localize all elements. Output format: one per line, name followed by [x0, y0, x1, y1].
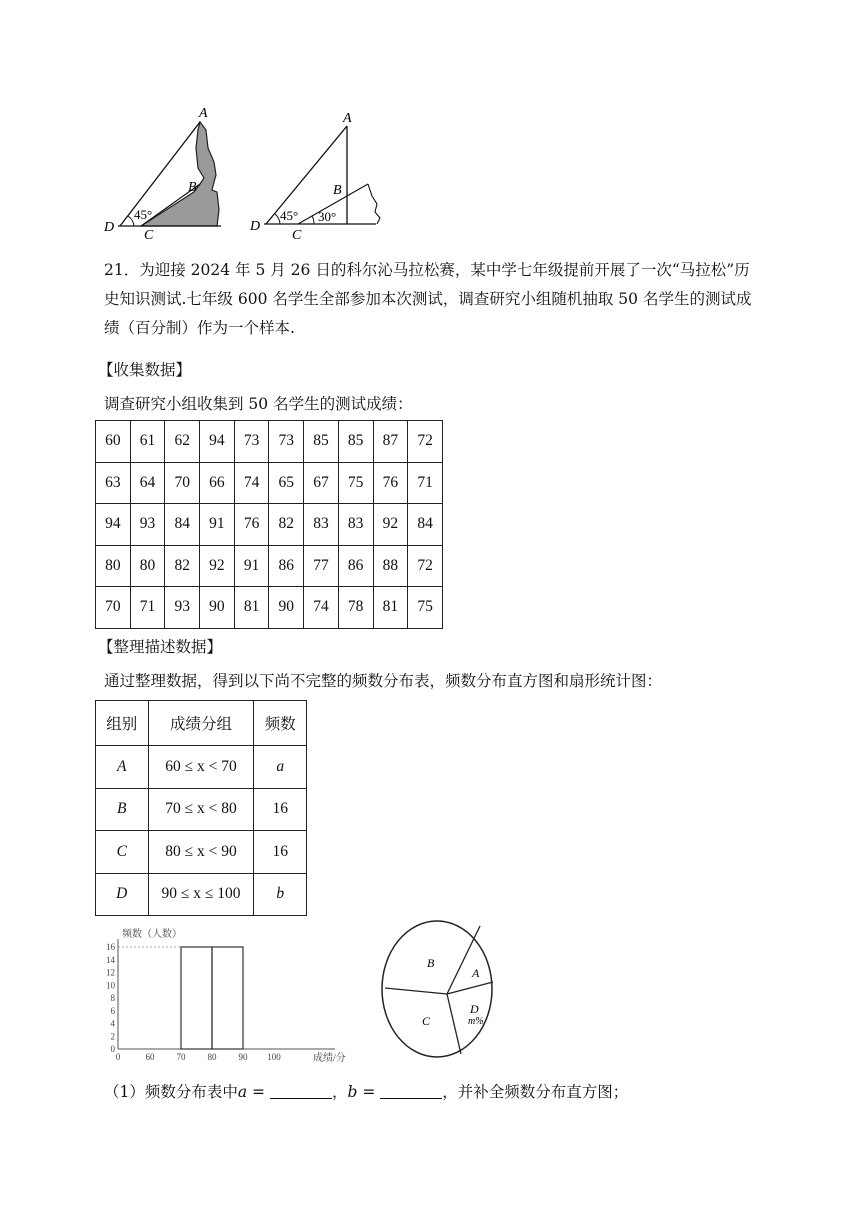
label-B: B — [333, 183, 342, 198]
score-cell: 75 — [408, 587, 443, 629]
score-cell: 73 — [234, 421, 269, 463]
score-cell: 81 — [373, 587, 408, 629]
score-cell: 61 — [130, 421, 165, 463]
score-cell: 83 — [338, 504, 373, 546]
freq-row — [96, 831, 307, 874]
y-tick-label: 4 — [110, 1018, 115, 1029]
scores-row — [96, 462, 443, 504]
score-cell: 63 — [96, 462, 131, 504]
pie-label-B: B — [427, 956, 435, 970]
freq-row — [96, 788, 307, 831]
score-cell: 72 — [408, 421, 443, 463]
scores-row — [96, 545, 443, 587]
histogram-chart — [100, 925, 370, 1065]
score-cell: 93 — [165, 587, 200, 629]
score-cell: 75 — [338, 462, 373, 504]
x-tick-label: 60 — [145, 1052, 155, 1062]
header-count: 频数 — [254, 701, 307, 746]
score-cell: 92 — [373, 504, 408, 546]
section-organize: 【整理描述数据】 — [98, 638, 223, 656]
answer-blank-a[interactable] — [270, 1083, 332, 1099]
score-cell: 87 — [373, 421, 408, 463]
pie-chart — [380, 918, 500, 1060]
score-cell: 90 — [269, 587, 304, 629]
freq-group-cell: C — [96, 831, 149, 874]
freq-row — [96, 746, 307, 789]
score-cell: 91 — [234, 545, 269, 587]
score-cell: 73 — [269, 421, 304, 463]
score-cell: 78 — [338, 587, 373, 629]
score-cell: 82 — [269, 504, 304, 546]
x-tick-label: 0 — [115, 1052, 121, 1062]
frequency-table — [95, 700, 307, 916]
freq-range-cell: 70 ≤ x < 80 — [148, 788, 254, 831]
scores-row — [96, 504, 443, 546]
score-cell: 71 — [408, 462, 443, 504]
label-A: A — [199, 106, 208, 121]
score-cell: 67 — [304, 462, 339, 504]
sub1-suffix: ，并补全频数分布直方图； — [442, 1083, 629, 1101]
organize-text: 通过整理数据，得到以下尚不完整的频数分布表，频数分布直方图和扇形统计图： — [104, 672, 663, 690]
x-tick-label: 90 — [238, 1052, 248, 1062]
score-cell: 74 — [234, 462, 269, 504]
score-cell: 70 — [165, 462, 200, 504]
collect-text: 调查研究小组收集到 50 名学生的测试成绩： — [104, 395, 413, 413]
scores-row — [96, 587, 443, 629]
score-cell: 62 — [165, 421, 200, 463]
y-axis-label: 频数（人数） — [122, 929, 182, 940]
score-cell: 80 — [96, 545, 131, 587]
label-D: D — [250, 219, 261, 234]
score-cell: 83 — [304, 504, 339, 546]
sub-question-1 — [104, 1080, 628, 1102]
equals-a: = — [247, 1083, 270, 1101]
label-C: C — [144, 228, 154, 242]
x-tick-label: 80 — [207, 1052, 217, 1062]
freq-group-cell: D — [96, 873, 149, 916]
score-cell: 72 — [408, 545, 443, 587]
score-cell: 80 — [130, 545, 165, 587]
scores-row — [96, 421, 443, 463]
score-cell: 93 — [130, 504, 165, 546]
freq-count-cell: a — [254, 746, 307, 789]
y-tick-label: 2 — [110, 1031, 115, 1042]
freq-range-cell: 80 ≤ x < 90 — [148, 831, 254, 874]
separator: ， — [331, 1083, 348, 1101]
freq-row — [96, 873, 307, 916]
cliff-shape — [141, 122, 219, 226]
score-cell: 74 — [304, 587, 339, 629]
y-tick-label: 16 — [106, 942, 115, 952]
score-cell: 84 — [408, 504, 443, 546]
label-A: A — [343, 111, 352, 126]
score-cell: 90 — [200, 587, 235, 629]
freq-count-cell: b — [254, 873, 307, 916]
score-cell: 84 — [165, 504, 200, 546]
question-text: 为迎接 2024 年 5 月 26 日的科尔沁马拉松赛，某中学七年级提前开展了一次“马拉松”历史知识测试.七年级 600 名学生全部参加本次测试，调查研究小组随机抽取 50 名学生的测试成绩（百分制）作为一个样本. — [104, 261, 752, 337]
score-cell: 88 — [373, 545, 408, 587]
var-b: b — [347, 1083, 358, 1101]
score-cell: 91 — [200, 504, 235, 546]
score-cell: 85 — [338, 421, 373, 463]
score-cell: 60 — [96, 421, 131, 463]
score-cell: 86 — [338, 545, 373, 587]
pie-label-A: A — [472, 966, 480, 980]
angle-label: 45° — [134, 207, 153, 222]
score-cell: 70 — [96, 587, 131, 629]
score-cell: 86 — [269, 545, 304, 587]
triangle-figure-2 — [246, 108, 396, 244]
triangle-figure-1 — [96, 100, 236, 242]
score-cell: 92 — [200, 545, 235, 587]
freq-group-cell: B — [96, 788, 149, 831]
y-tick-label: 10 — [106, 980, 115, 991]
score-cell: 76 — [373, 462, 408, 504]
y-tick-label: 6 — [110, 1005, 115, 1016]
pie-label-D: D — [470, 1002, 479, 1016]
header-range: 成绩分组 — [148, 701, 254, 746]
x-tick-label: 100 — [267, 1052, 281, 1062]
histogram-bar — [212, 947, 243, 1049]
freq-group-cell: A — [96, 746, 149, 789]
scores-table — [95, 420, 443, 629]
freq-count-cell: 16 — [254, 788, 307, 831]
angle-label-45: 45° — [280, 208, 299, 223]
score-cell: 64 — [130, 462, 165, 504]
freq-range-cell: 90 ≤ x ≤ 100 — [148, 873, 254, 916]
pie-label-C: C — [422, 1014, 431, 1028]
score-cell: 94 — [96, 504, 131, 546]
label-D: D — [104, 220, 115, 235]
label-B: B — [188, 180, 197, 195]
section-collect: 【收集数据】 — [98, 361, 192, 379]
score-cell: 81 — [234, 587, 269, 629]
score-cell: 94 — [200, 421, 235, 463]
question-intro — [104, 256, 754, 343]
sub1-prefix: （1）频数分布表中 — [104, 1083, 238, 1101]
score-cell: 71 — [130, 587, 165, 629]
x-axis-label: 成绩/分 — [313, 1053, 346, 1064]
x-tick-label: 70 — [176, 1052, 186, 1062]
label-C: C — [292, 228, 302, 243]
score-cell: 82 — [165, 545, 200, 587]
histogram-bar — [181, 947, 212, 1049]
freq-range-cell: 60 ≤ x < 70 — [148, 746, 254, 789]
score-cell: 77 — [304, 545, 339, 587]
answer-blank-b[interactable] — [380, 1083, 442, 1099]
score-cell: 85 — [304, 421, 339, 463]
score-cell: 65 — [269, 462, 304, 504]
pie-label-m-percent: m% — [468, 1016, 484, 1027]
question-number: 21． — [104, 261, 140, 279]
score-cell: 76 — [234, 504, 269, 546]
y-tick-label: 12 — [106, 967, 115, 978]
var-a: a — [237, 1083, 248, 1101]
header-group: 组别 — [96, 701, 149, 746]
y-tick-label: 0 — [110, 1044, 115, 1054]
freq-count-cell: 16 — [254, 831, 307, 874]
angle-label-30: 30° — [318, 209, 337, 224]
equals-b: = — [357, 1083, 381, 1101]
y-tick-label: 14 — [106, 954, 115, 965]
y-tick-label: 8 — [110, 993, 115, 1003]
score-cell: 66 — [200, 462, 235, 504]
